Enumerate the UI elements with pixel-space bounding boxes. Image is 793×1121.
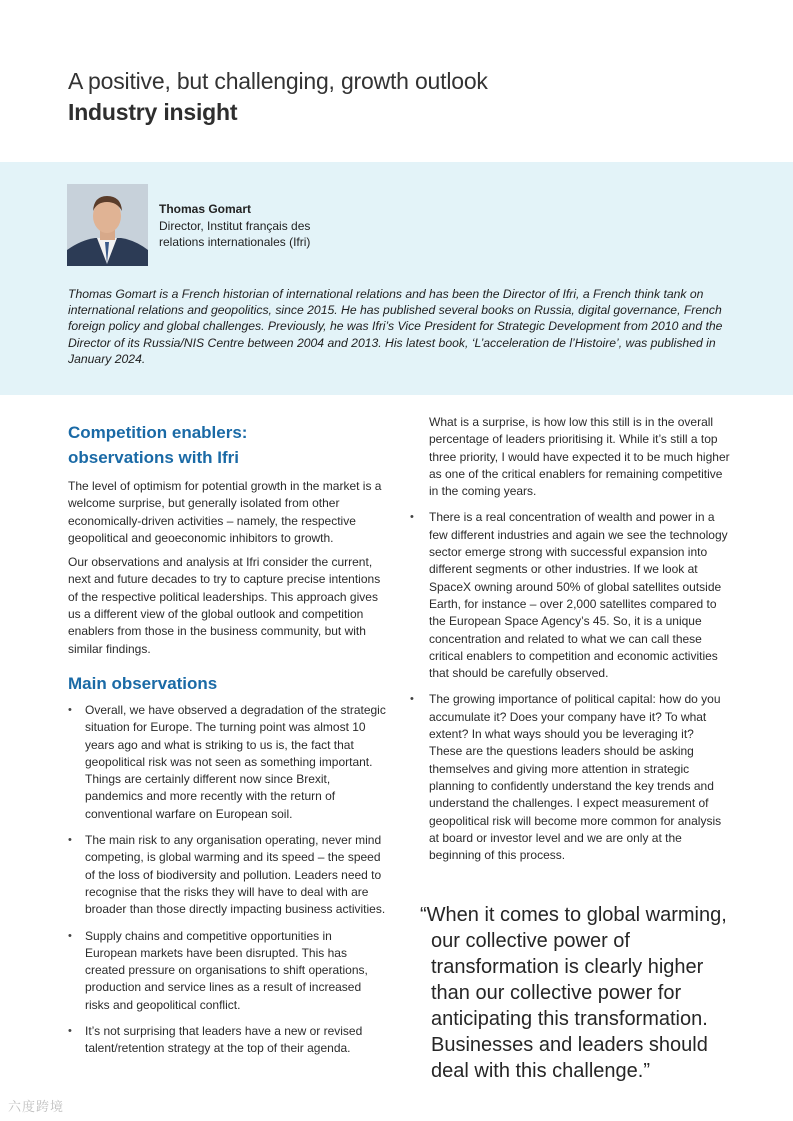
bullet-icon: • bbox=[410, 511, 414, 524]
paragraph-optimism: The level of optimism for potential growth in the market is a welcome surprise, but generally isolated from other economically-driven activities – namely, the respective geopolitical and geoeconomic inhibitors to growth. bbox=[68, 479, 382, 545]
main-observations-list bbox=[68, 702, 386, 1058]
list-item-text: Supply chains and competitive opportunities in European markets have been disrupted. This has created pressure on organisations to shift operations, production and service lines as a result of increased risks and geopolitical conflict. bbox=[85, 928, 368, 1012]
list-item bbox=[410, 691, 730, 864]
section-heading-competition: Competition enablers: bbox=[68, 423, 248, 442]
person-role: Director, Institut français des relations internationales (Ifri) bbox=[159, 219, 311, 249]
left-column bbox=[68, 420, 386, 1058]
page-title: A positive, but challenging, growth outlook bbox=[68, 68, 488, 94]
person-name: Thomas Gomart bbox=[159, 202, 252, 216]
list-item bbox=[68, 928, 386, 1014]
page-subtitle: Industry insight bbox=[68, 99, 238, 125]
watermark-logo: 六度跨境 bbox=[8, 1099, 65, 1114]
bullet-icon: • bbox=[68, 929, 72, 942]
pull-quote-text: “When it comes to global warming, our collective power of transformation is clearly higher than our collective power for anticipating this transformation. Businesses and leaders should deal with this challenge.” bbox=[420, 904, 727, 1082]
bullet-icon: • bbox=[410, 693, 414, 706]
bullet-icon: • bbox=[68, 1025, 72, 1038]
list-item-text: There is a real concentration of wealth and power in a few different industries and again we see the technology sector emerge strong with successful expansion into different segments or other industries. If we look at SpaceX owning around 50% of global satellites outside Earth, for instance – over 2,000 satellites compared to the European Space Agency’s 45. So, it is a unique concentration and related to what we can call these critical enablers to competition and economic activities that should be carefully observed. bbox=[429, 510, 728, 681]
list-item bbox=[410, 509, 730, 682]
list-item-text: Overall, we have observed a degradation of the strategic situation for Europe. The turning point was almost 10 years ago and what is striking to us is, the fact that geopolitical risk was not seen as something important. Things are certainly different now since Brexit, pandemics and more recently with the return of conventional warfare on European soil. bbox=[85, 702, 386, 821]
portrait-photo bbox=[67, 184, 148, 266]
pull-quote bbox=[420, 902, 740, 1084]
list-item bbox=[68, 1023, 386, 1058]
person-bio: Thomas Gomart is a French historian of international relations and has been the Director of Ifri, a French think tank on international relations and geopolitics, since 2015. He has published several books on Russia, digital governance, French foreign policy and global challenges. Previously, he was Ifri’s Vice President for Strategic Development from 2010 and the Director of its Russia/NIS Centre between 2004 and 2013. His latest book, ‘L’acceleration de l’Histoire’, was published in January 2024. bbox=[68, 287, 723, 366]
right-observations-list bbox=[410, 509, 730, 864]
list-item bbox=[68, 702, 386, 823]
section-heading-main-observations: Main observations bbox=[68, 673, 218, 693]
paragraph-continuation: What is a surprise, is how low this still is in the overall percentage of leaders prioritising it. While it’s still a top three priority, I would have expected it to be much higher as one of the critical enablers for remaining competitive in the coming years. bbox=[429, 415, 730, 499]
bullet-icon: • bbox=[68, 703, 72, 716]
list-item-text: It’s not surprising that leaders have a new or revised talent/retention strategy at the top of their agenda. bbox=[85, 1024, 363, 1056]
bullet-icon: • bbox=[68, 834, 72, 847]
right-column bbox=[410, 414, 730, 864]
paragraph-ifri-analysis: Our observations and analysis at Ifri consider the current, next and future decades to try to capture precise intentions of the respective political leaderships. This approach gives us a different view of the global outlook and competition enablers from those in the business community, but with similar findings. bbox=[68, 555, 381, 656]
profile-band bbox=[0, 162, 793, 395]
section-heading-observations-ifri: observations with Ifri bbox=[68, 448, 239, 467]
list-item-text: The main risk to any organisation operating, never mind competing, is global warming and its speed – the speed of the loss of biodiversity and pollution. Leaders need to recognise that the risks they will have to deal with are broader than those directly impacting business activities. bbox=[85, 833, 386, 917]
list-item-text: The growing importance of political capital: how do you accumulate it? Does your company have it? To what extent? In what ways should you be leveraging it? These are the questions leaders should be asking themselves and giving more attention in strategic planning to confidently understand the key trends and understand the challenges. I expect measurement of geopolitical risk will become more common for analysis at board or investor level and we are only at the beginning of this process. bbox=[429, 692, 722, 863]
list-item bbox=[68, 832, 386, 918]
